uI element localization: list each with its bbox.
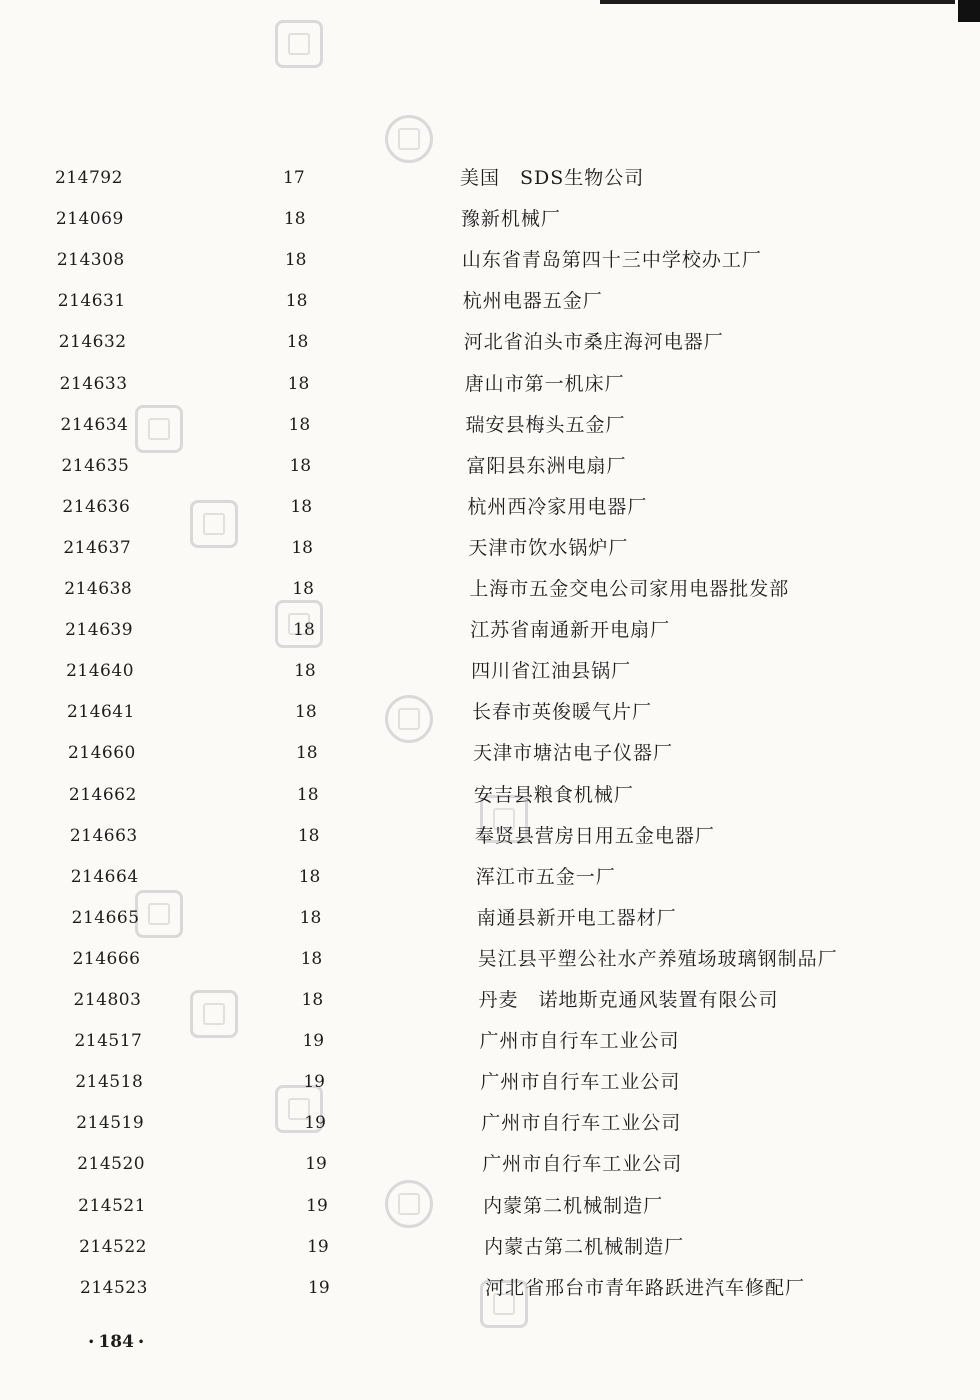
table-row (0, 947, 980, 971)
registrant-name: 广州市自行车工业公司 (481, 1112, 682, 1135)
registrant-name: 广州市自行车工业公司 (479, 1030, 680, 1053)
registrant-name: 美国 SDS生物公司 (460, 167, 645, 189)
table-row (0, 659, 980, 683)
table-row (0, 865, 980, 889)
registrant-name: 广州市自行车工业公司 (482, 1153, 683, 1176)
table-row (0, 454, 980, 478)
registrant-name: 奉贤县营房日用五金电器厂 (474, 824, 715, 847)
registrant-name: 天津市饮水锅炉厂 (468, 536, 629, 559)
registrant-name: 杭州电器五金厂 (462, 290, 603, 313)
table-row (0, 1070, 980, 1094)
registration-number: 214792 (55, 168, 123, 188)
registrant-name: 江苏省南通新开电扇厂 (470, 619, 671, 642)
table-row (0, 1276, 980, 1300)
class-number: 19 (305, 1154, 327, 1175)
watermark-stamp (385, 115, 433, 163)
registration-number: 214638 (64, 579, 133, 599)
class-number: 18 (291, 537, 313, 558)
registrant-name: 河北省泊头市桑庄海河电器厂 (463, 331, 724, 354)
table-row (0, 536, 980, 560)
table-row (0, 577, 980, 601)
table-row (0, 1111, 980, 1135)
registrant-name: 内蒙古第二机械制造厂 (484, 1235, 685, 1258)
registrant-name: 内蒙第二机械制造厂 (483, 1194, 664, 1217)
page-number: 184 (98, 1332, 134, 1352)
class-number: 17 (283, 168, 305, 188)
table-row (0, 700, 980, 724)
class-number: 18 (294, 661, 316, 682)
class-number: 19 (308, 1277, 330, 1298)
page-footer (84, 1330, 148, 1355)
table-row (0, 248, 980, 272)
class-number: 18 (293, 620, 315, 641)
class-number: 18 (284, 250, 307, 271)
registration-number: 214641 (67, 702, 135, 723)
watermark-stamp (275, 20, 323, 68)
class-number: 18 (285, 291, 308, 312)
registration-number: 214637 (63, 537, 132, 558)
table-row (0, 330, 980, 354)
registrant-name: 浑江市五金一厂 (475, 865, 616, 888)
table-row (0, 1029, 980, 1053)
class-number: 18 (288, 414, 311, 435)
registrant-name: 富阳县东洲电扇厂 (466, 454, 627, 477)
registration-number: 214636 (62, 496, 131, 517)
class-number: 18 (298, 866, 321, 887)
top-rule (600, 0, 955, 4)
registrant-name: 豫新机械厂 (460, 208, 561, 231)
class-number: 18 (289, 455, 312, 476)
registration-number: 214664 (70, 866, 139, 887)
table-row (0, 1235, 980, 1259)
registrant-name: 安吉县粮食机械厂 (473, 783, 634, 806)
table-row (0, 824, 980, 848)
registration-number: 214803 (73, 990, 142, 1010)
table-row (0, 372, 980, 396)
class-number: 18 (287, 373, 310, 394)
registration-number: 214521 (78, 1195, 147, 1216)
table-row (0, 207, 980, 231)
footer-dot: • (88, 1336, 95, 1348)
registrant-name: 唐山市第一机床厂 (464, 372, 625, 395)
class-number: 18 (299, 907, 322, 928)
class-number: 19 (303, 1072, 325, 1093)
registrant-name: 四川省江油县锅厂 (471, 660, 632, 683)
registration-number: 214639 (65, 620, 134, 641)
class-number: 18 (283, 209, 306, 230)
registration-number: 214633 (59, 373, 128, 394)
class-number: 18 (286, 332, 309, 353)
registrant-name: 瑞安县梅头五金厂 (465, 413, 626, 436)
registration-number: 214660 (67, 743, 136, 764)
class-number: 19 (307, 1236, 329, 1257)
registrant-name: 长春市英俊暖气片厂 (472, 701, 653, 724)
class-number: 18 (290, 496, 313, 517)
corner-mark (958, 0, 980, 22)
table-row (0, 906, 980, 930)
registration-number: 214631 (57, 291, 126, 312)
table-row (0, 413, 980, 437)
registration-number: 214640 (66, 661, 135, 682)
class-number: 18 (297, 825, 320, 846)
registrant-name: 河北省邢台市青年路跃进汽车修配厂 (485, 1276, 806, 1299)
registrant-name: 山东省青岛第四十三中学校办工厂 (461, 249, 762, 272)
registration-number: 214635 (61, 455, 130, 476)
class-number: 18 (292, 579, 314, 599)
registration-number: 214522 (79, 1236, 147, 1257)
registration-number: 214518 (75, 1072, 144, 1093)
class-number: 18 (295, 702, 317, 723)
table-row (0, 988, 980, 1012)
registration-number: 214519 (76, 1113, 145, 1134)
registration-number: 214634 (60, 414, 129, 435)
footer-dot: • (137, 1336, 145, 1348)
class-number: 19 (302, 1031, 325, 1052)
registrant-name: 杭州西冷家用电器厂 (467, 495, 648, 518)
registration-number: 214069 (55, 209, 124, 230)
class-number: 18 (295, 743, 318, 764)
registrant-name: 天津市塘沽电子仪器厂 (472, 742, 673, 765)
registrant-name: 上海市五金交电公司家用电器批发部 (469, 578, 790, 600)
registrant-name: 南通县新开电工器材厂 (476, 906, 677, 929)
registration-number: 214308 (56, 250, 125, 271)
class-number: 18 (301, 990, 324, 1010)
registration-number: 214665 (71, 907, 140, 928)
class-number: 19 (306, 1195, 328, 1216)
table-row (0, 289, 980, 313)
table-row (0, 783, 980, 807)
registration-number: 214666 (72, 948, 141, 969)
table-row (0, 618, 980, 642)
table-row (0, 1194, 980, 1218)
registration-number: 214632 (58, 332, 127, 353)
class-number: 18 (300, 948, 323, 969)
registrant-name: 广州市自行车工业公司 (480, 1071, 681, 1094)
registration-number: 214663 (69, 825, 138, 846)
table-row (0, 166, 980, 190)
class-number: 18 (296, 784, 319, 805)
registration-number: 214517 (74, 1031, 143, 1052)
registration-number: 214520 (77, 1154, 146, 1175)
class-number: 19 (304, 1113, 326, 1134)
registrant-name: 吴江县平塑公社水产养殖场玻璃钢制品厂 (477, 947, 838, 970)
registration-number: 214523 (80, 1277, 148, 1298)
table-row (0, 495, 980, 519)
table-row (0, 741, 980, 765)
registrant-name: 丹麦 诺地斯克通风装置有限公司 (478, 989, 779, 1011)
table-row (0, 1152, 980, 1176)
registration-number: 214662 (68, 784, 137, 805)
